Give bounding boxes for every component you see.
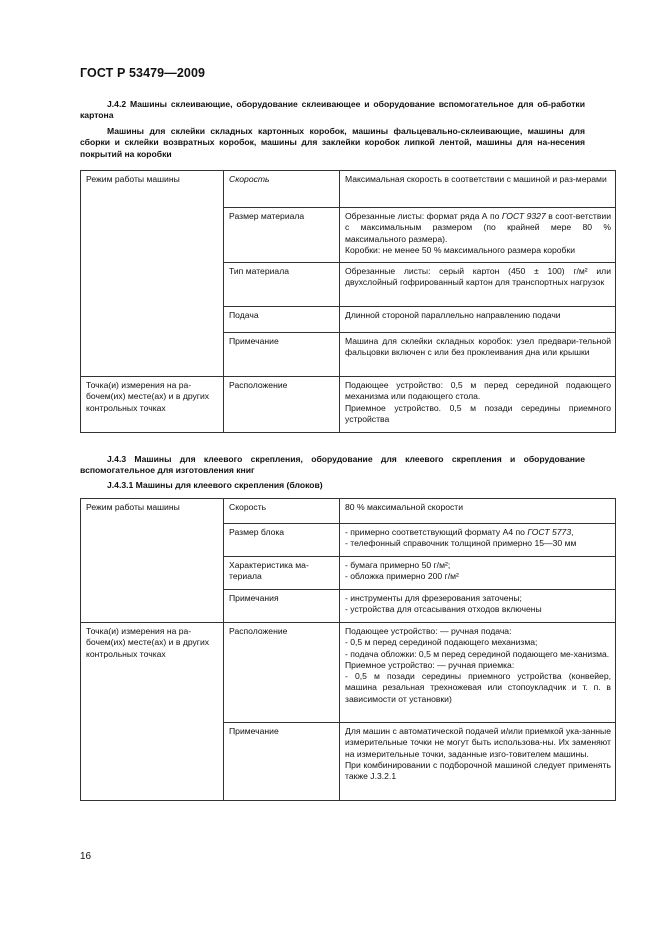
notes-line1: - инструменты для фрезерования заточены; <box>345 593 522 603</box>
table2-value-block-size <box>340 524 616 557</box>
section-j431-heading: J.4.3.1 Машины для клеевого скрепления (блоков) <box>107 480 323 490</box>
table1-value-note <box>340 333 616 377</box>
note-text: Машина для склейки складных коробок: узел предвари-тельной фальцовки включен с или без проклеивания дна или крышки <box>345 336 611 358</box>
table1-param-material-type: Тип материала <box>224 263 340 307</box>
table1-param-speed: Скорость <box>224 171 340 208</box>
table2-value-notes <box>340 590 616 623</box>
table1-value-material-type <box>340 263 616 307</box>
section-j42-heading: J.4.2 Машины склеивающие, оборудование склеивающее и оборудование вспомогательное для об-работки картона <box>80 99 585 121</box>
location-receiver: Приемное устройство. 0,5 м позади середины приемного устройства <box>345 402 611 424</box>
table1-value-speed <box>340 171 616 208</box>
page-number: 16 <box>80 851 92 862</box>
table2-param-note: Примечание <box>224 723 340 801</box>
section-j43-heading: J.4.3 Машины для клеевого скрепления, оборудование для клеевого скрепления и оборудование вспомогательное для изготовления книг <box>80 454 585 476</box>
table1-param-location: Расположение <box>224 377 340 433</box>
table-binding-machines <box>80 498 616 801</box>
material-size-std-ref: ГОСТ 9327 <box>501 211 546 221</box>
document-header: ГОСТ Р 53479—2009 <box>80 66 206 80</box>
material-type-text: Обрезанные листы: серый картон (450 ± 100) г/м² или двухслойный гофрированный картон для транспортных нагрузок <box>345 266 611 288</box>
table2-param-material: Характеристика ма-териала <box>224 557 340 590</box>
block-size-line1-pre: - примерно соответствующий формату А4 по <box>345 527 528 537</box>
table1-group-measurement-points: Точка(и) измерения на ра-бочем(их) месте(ах) и в других контрольных точках <box>81 377 224 433</box>
notes-line2: - устройства для отсасывания отходов включены <box>345 604 542 615</box>
material-paper: - бумага примерно 50 г/м²; <box>345 560 451 570</box>
table2-param-notes: Примечания <box>224 590 340 623</box>
note-line1: Для машин с автоматической подачей и/или приемкой ука-занные измерительные точки не могут быть использова-ны. Их заменяют на измерительные точки, заданные изго-товителем машины. <box>345 726 611 759</box>
table2-param-block-size: Размер блока <box>224 524 340 557</box>
feed-text: Длинной стороной параллельно направлению подачи <box>345 310 561 320</box>
table1-param-note: Примечание <box>224 333 340 377</box>
note-line2: При комбинировании с подборочной машиной следует применять также J.3.2.1 <box>345 759 611 782</box>
table2-value-note <box>340 723 616 801</box>
location-line1: Подающее устройство: — ручная подача: <box>345 626 512 636</box>
table-gluing-machines <box>80 170 616 433</box>
table1-value-material-size <box>340 208 616 263</box>
block-size-line1-post: , <box>571 527 574 537</box>
material-size-text-post: в соот-ветствии с максимальным размером (по крайней мере 80 % максимального размера). <box>345 211 611 244</box>
block-size-std-ref: ГОСТ 5773 <box>527 527 572 537</box>
location-feeder: Подающее устройство: 0,5 м перед серединой подающего механизма или подающего стола. <box>345 380 611 402</box>
table1-group-operating-mode: Режим работы машины <box>81 171 224 377</box>
table2-group-operating-mode: Режим работы машины <box>81 499 224 623</box>
block-size-line1 <box>345 527 611 538</box>
table2-value-speed: 80 % максимальной скорости <box>340 499 616 524</box>
table2-group-measurement-points: Точка(и) измерения на ра-бочем(их) месте(ах) и в других контрольных точках <box>81 623 224 801</box>
table1-value-location <box>340 377 616 433</box>
table2-param-location: Расположение <box>224 623 340 723</box>
table2-value-location <box>340 623 616 723</box>
location-line4: Приемное устройство: — ручная приемка: <box>345 659 515 670</box>
block-size-line2: - телефонный справочник толщиной примерно 15—30 мм <box>345 538 577 549</box>
table1-value-speed-text: Максимальная скорость в соответствии с машиной и раз-мерами <box>345 174 607 184</box>
section-j42-subheading: Машины для склейки складных картонных коробок, машины фальцевально-склеивающие, машины для сборки и склейки возвратных коробок, машины для заклейки коробок липкой лентой, машины для на-несения покрытий на коробки <box>80 126 585 159</box>
table1-param-feed: Подача <box>224 307 340 333</box>
table2-value-material <box>340 557 616 590</box>
table2-param-speed: Скорость <box>224 499 340 524</box>
location-line5: - 0,5 м позади середины приемного устройства (конвейер, машина резальная трехножевая или стопоукладчик и т. п. в зависимости от установки) <box>345 671 611 704</box>
table1-value-feed <box>340 307 616 333</box>
material-cover: - обложка примерно 200 г/м² <box>345 571 459 582</box>
location-line3: - подача обложки: 0,5 м перед серединой подающего ме-ханизма. <box>345 648 610 659</box>
material-size-boxes: Коробки: не менее 50 % максимального размера коробки <box>345 244 576 255</box>
location-line2: - 0,5 м перед серединой подающего механизма; <box>345 637 538 648</box>
material-size-text-pre: Обрезанные листы: формат ряда А по <box>345 211 502 221</box>
table1-param-material-size: Размер материала <box>224 208 340 263</box>
